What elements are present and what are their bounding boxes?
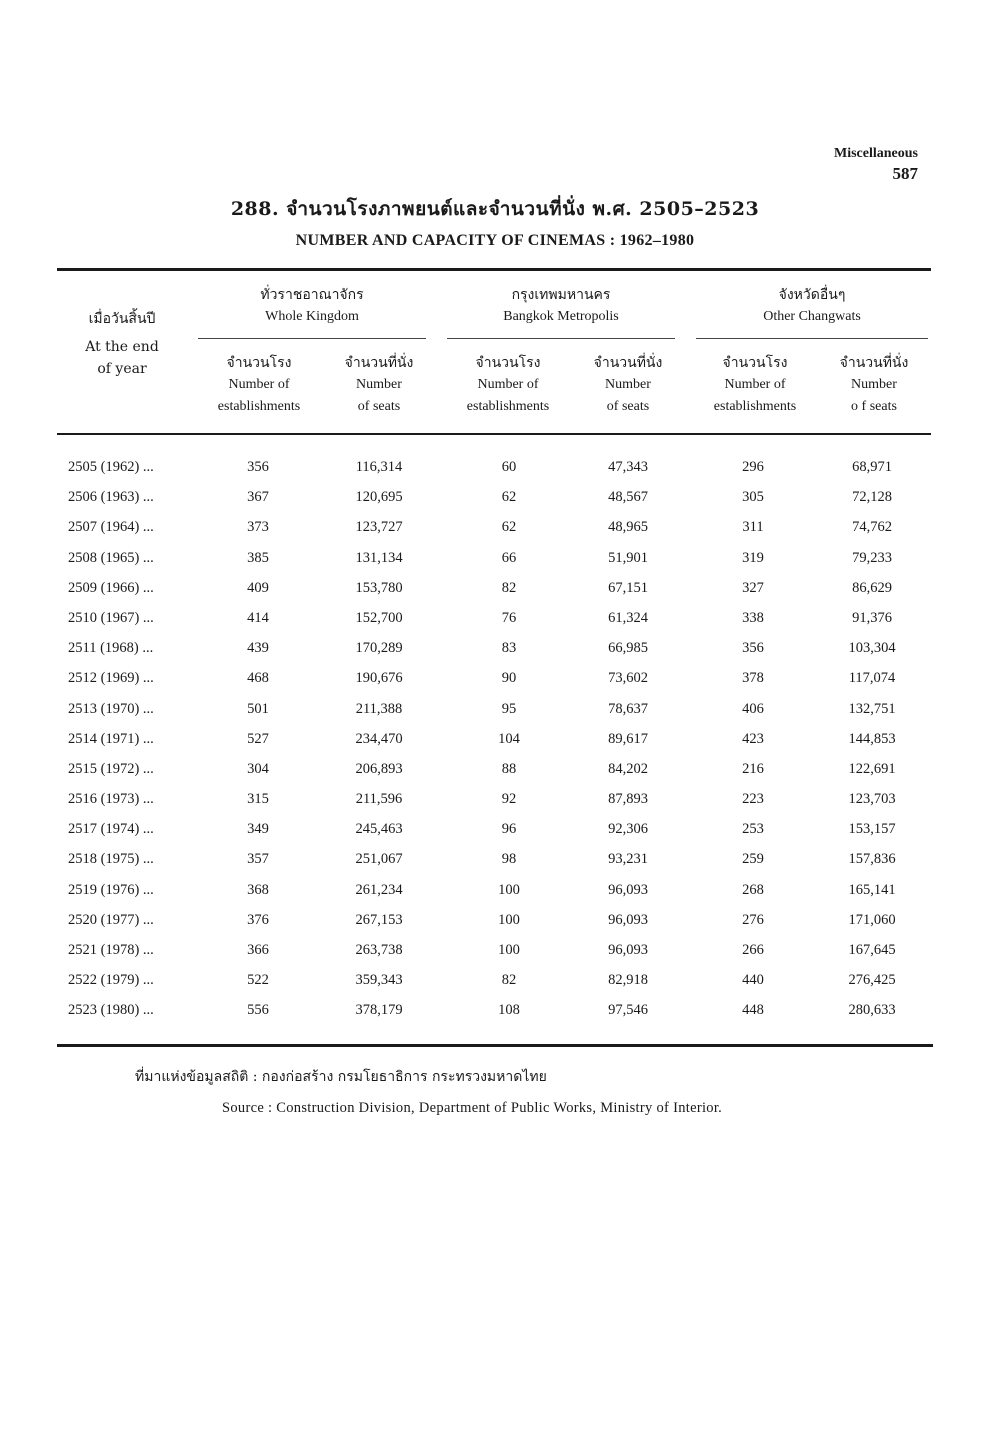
group-header-bangkok	[447, 284, 675, 328]
value-cell: 253	[742, 821, 764, 838]
stub-header-thai: เมื่อวันสิ้นปี	[88, 311, 156, 327]
column-header-english: Number	[605, 377, 651, 392]
value-cell: 82	[501, 972, 517, 989]
value-cell: 223	[742, 791, 764, 808]
table-row	[0, 515, 990, 545]
value-cell: 108	[498, 1002, 520, 1019]
table-row	[0, 847, 990, 877]
value-cell: 74,762	[852, 519, 892, 536]
value-cell: 406	[742, 700, 764, 717]
table-row	[0, 485, 990, 515]
group-header-thai: ทั่วราชอาณาจักร	[260, 287, 364, 303]
value-cell: 211,388	[355, 700, 403, 717]
year-cell: 2519 (1976) ...	[68, 881, 154, 898]
year-cell: 2514 (1971) ...	[68, 730, 154, 747]
value-cell: 91,376	[852, 609, 892, 626]
value-cell: 152,700	[355, 609, 403, 626]
value-cell: 153,780	[355, 579, 403, 596]
value-cell: 385	[247, 549, 269, 566]
value-cell: 48,965	[608, 519, 648, 536]
value-cell: 157,836	[848, 851, 896, 868]
page-header	[834, 146, 918, 184]
value-cell: 167,645	[848, 942, 896, 958]
value-cell: 79,233	[852, 549, 892, 566]
title-english: NUMBER AND CAPACITY OF CINEMAS : 1962–1980	[295, 232, 695, 249]
value-cell: 367	[247, 489, 269, 506]
value-cell: 376	[247, 911, 269, 928]
bottom-rule	[57, 1044, 933, 1047]
year-cell: 2508 (1965) ...	[68, 549, 154, 566]
value-cell: 305	[742, 489, 764, 506]
column-header-english: Number of	[477, 377, 539, 392]
value-cell: 165,141	[848, 881, 896, 898]
value-cell: 48,567	[608, 489, 648, 506]
column-header	[571, 352, 685, 418]
year-cell: 2520 (1977) ...	[68, 911, 154, 928]
table-row	[0, 727, 990, 757]
value-cell: 170,289	[355, 640, 403, 657]
group-header-whole-kingdom	[198, 284, 426, 328]
value-cell: 439	[247, 640, 269, 657]
value-cell: 266	[742, 942, 764, 958]
title-thai: 288. จำนวนโรงภาพยนต์และจำนวนที่นั่ง พ.ศ. 2505–2523	[230, 198, 760, 220]
year-cell: 2522 (1979) ...	[68, 972, 154, 989]
value-cell: 86,629	[852, 579, 892, 596]
value-cell: 62	[501, 519, 517, 536]
table-title	[0, 194, 990, 250]
value-cell: 373	[247, 519, 269, 536]
table-row	[0, 908, 990, 938]
column-header-thai: จำนวนโรง	[475, 355, 541, 371]
stub-header-english-2: of year	[97, 361, 147, 377]
column-header	[447, 352, 569, 418]
value-cell: 66,985	[608, 640, 648, 657]
value-cell: 103,304	[848, 640, 896, 657]
value-cell: 349	[247, 821, 269, 838]
value-cell: 62	[501, 489, 517, 506]
year-cell: 2516 (1973) ...	[68, 791, 154, 808]
value-cell: 96,093	[608, 942, 648, 958]
value-cell: 409	[247, 579, 269, 596]
value-cell: 83	[501, 640, 517, 657]
column-header-english: Number of	[228, 377, 290, 392]
value-cell: 356	[247, 459, 269, 475]
value-cell: 423	[742, 730, 764, 747]
value-cell: 311	[742, 519, 764, 536]
value-cell: 131,134	[355, 549, 403, 566]
value-cell: 92,306	[608, 821, 648, 838]
table-row	[0, 787, 990, 817]
value-cell: 527	[247, 730, 269, 747]
value-cell: 95	[501, 700, 517, 717]
value-cell: 144,853	[848, 730, 896, 747]
group-rule	[198, 338, 426, 339]
value-cell: 93,231	[608, 851, 648, 868]
value-cell: 234,470	[355, 730, 403, 747]
value-cell: 72,128	[852, 489, 892, 506]
value-cell: 68,971	[852, 459, 892, 475]
value-cell: 82,918	[608, 972, 648, 989]
value-cell: 267,153	[355, 911, 403, 928]
column-header-thai: จำนวนที่นั่ง	[344, 355, 414, 371]
value-cell: 468	[247, 670, 269, 687]
column-header-thai: จำนวนที่นั่ง	[593, 355, 663, 371]
value-cell: 556	[247, 1002, 269, 1019]
value-cell: 251,067	[355, 851, 403, 868]
column-header-english: of seats	[606, 399, 650, 414]
value-cell: 116,314	[355, 459, 403, 475]
value-cell: 76	[501, 609, 517, 626]
value-cell: 122,691	[848, 760, 896, 777]
column-header-thai: จำนวนที่นั่ง	[839, 355, 909, 371]
value-cell: 216	[742, 760, 764, 777]
year-cell: 2521 (1978) ...	[68, 942, 154, 958]
column-header-english: of seats	[357, 399, 401, 414]
value-cell: 414	[247, 609, 269, 626]
table-row	[0, 455, 990, 485]
value-cell: 92	[501, 791, 517, 808]
value-cell: 100	[498, 881, 520, 898]
table-row	[0, 546, 990, 576]
year-cell: 2517 (1974) ...	[68, 821, 154, 838]
table-row	[0, 697, 990, 727]
value-cell: 448	[742, 1002, 764, 1019]
value-cell: 366	[247, 942, 269, 958]
group-header-english: Other Changwats	[763, 309, 861, 324]
year-cell: 2510 (1967) ...	[68, 609, 154, 626]
column-header-english: establishments	[713, 399, 797, 414]
column-header	[817, 352, 931, 418]
value-cell: 117,074	[848, 670, 896, 687]
table-row	[0, 878, 990, 908]
stub-header-english-1: At the end	[85, 339, 159, 355]
value-cell: 97,546	[608, 1002, 648, 1019]
value-cell: 96,093	[608, 881, 648, 898]
header-rule	[57, 433, 931, 435]
value-cell: 88	[501, 760, 517, 777]
value-cell: 67,151	[608, 579, 648, 596]
value-cell: 245,463	[355, 821, 403, 838]
column-header-thai: จำนวนโรง	[226, 355, 292, 371]
value-cell: 47,343	[608, 459, 648, 475]
value-cell: 211,596	[355, 791, 403, 808]
group-rule	[447, 338, 675, 339]
value-cell: 78,637	[608, 700, 648, 717]
column-header-english: Number	[356, 377, 402, 392]
table-row	[0, 968, 990, 998]
value-cell: 153,157	[848, 821, 896, 838]
value-cell: 132,751	[848, 700, 896, 717]
value-cell: 357	[247, 851, 269, 868]
table-row	[0, 757, 990, 787]
value-cell: 73,602	[608, 670, 648, 687]
value-cell: 440	[742, 972, 764, 989]
year-cell: 2511 (1968) ...	[68, 640, 154, 657]
value-cell: 98	[501, 851, 517, 868]
value-cell: 123,727	[355, 519, 403, 536]
table-row	[0, 606, 990, 636]
page-number: 587	[892, 164, 918, 183]
year-cell: 2505 (1962) ...	[68, 459, 154, 475]
value-cell: 276	[742, 911, 764, 928]
value-cell: 304	[247, 760, 269, 777]
year-cell: 2512 (1969) ...	[68, 670, 154, 687]
value-cell: 82	[501, 579, 517, 596]
column-header-english: Number of	[724, 377, 786, 392]
value-cell: 104	[498, 730, 520, 747]
value-cell: 96	[501, 821, 517, 838]
value-cell: 123,703	[848, 791, 896, 808]
column-header	[694, 352, 816, 418]
table-body	[0, 455, 990, 1029]
column-header-english: establishments	[466, 399, 550, 414]
table-row	[0, 666, 990, 696]
top-rule	[57, 268, 931, 271]
group-header-thai: จังหวัดอื่นๆ	[778, 287, 846, 303]
value-cell: 327	[742, 579, 764, 596]
value-cell: 319	[742, 549, 764, 566]
year-cell: 2506 (1963) ...	[68, 489, 154, 506]
value-cell: 501	[247, 700, 269, 717]
column-header-english: o f seats	[851, 399, 897, 414]
value-cell: 378	[742, 670, 764, 687]
value-cell: 315	[247, 791, 269, 808]
stub-header	[57, 308, 187, 380]
value-cell: 261,234	[355, 881, 403, 898]
value-cell: 171,060	[848, 911, 896, 928]
year-cell: 2509 (1966) ...	[68, 579, 154, 596]
value-cell: 100	[498, 942, 520, 958]
value-cell: 96,093	[608, 911, 648, 928]
column-header	[322, 352, 436, 418]
value-cell: 190,676	[355, 670, 403, 687]
year-cell: 2515 (1972) ...	[68, 760, 154, 777]
year-cell: 2518 (1975) ...	[68, 851, 154, 868]
value-cell: 90	[501, 670, 517, 687]
value-cell: 66	[501, 549, 517, 566]
value-cell: 89,617	[608, 730, 648, 747]
group-header-other-changwats	[696, 284, 928, 328]
section-label: Miscellaneous	[834, 146, 918, 161]
column-header-thai: จำนวนโรง	[722, 355, 788, 371]
table-row	[0, 636, 990, 666]
table-row	[0, 998, 990, 1028]
value-cell: 259	[742, 851, 764, 868]
value-cell: 84,202	[608, 760, 648, 777]
value-cell: 359,343	[355, 972, 403, 989]
source-english: Source : Construction Division, Department of Public Works, Ministry of Interior.	[222, 1100, 723, 1116]
group-header-english: Whole Kingdom	[265, 309, 359, 324]
column-header-english: Number	[851, 377, 897, 392]
year-cell: 2507 (1964) ...	[68, 519, 154, 536]
value-cell: 296	[742, 459, 764, 475]
group-rule	[696, 338, 928, 339]
value-cell: 206,893	[355, 760, 403, 777]
column-header	[198, 352, 320, 418]
table-row	[0, 817, 990, 847]
value-cell: 368	[247, 881, 269, 898]
value-cell: 263,738	[355, 942, 403, 958]
value-cell: 60	[501, 459, 517, 475]
value-cell: 100	[498, 911, 520, 928]
year-cell: 2523 (1980) ...	[68, 1002, 154, 1019]
value-cell: 280,633	[848, 1002, 896, 1019]
year-cell: 2513 (1970) ...	[68, 700, 154, 717]
value-cell: 87,893	[608, 791, 648, 808]
value-cell: 61,324	[608, 609, 648, 626]
value-cell: 356	[742, 640, 764, 657]
group-header-thai: กรุงเทพมหานคร	[511, 287, 611, 303]
value-cell: 276,425	[848, 972, 896, 989]
value-cell: 120,695	[355, 489, 403, 506]
source-thai: ที่มาแห่งข้อมูลสถิติ : กองก่อสร้าง กรมโยธาธิการ กระทรวงมหาดไทย	[135, 1069, 547, 1085]
value-cell: 378,179	[355, 1002, 403, 1019]
value-cell: 51,901	[608, 549, 648, 566]
value-cell: 522	[247, 972, 269, 989]
value-cell: 268	[742, 881, 764, 898]
table-row	[0, 938, 990, 968]
group-header-english: Bangkok Metropolis	[503, 309, 619, 324]
table-row	[0, 576, 990, 606]
value-cell: 338	[742, 609, 764, 626]
column-header-english: establishments	[217, 399, 301, 414]
